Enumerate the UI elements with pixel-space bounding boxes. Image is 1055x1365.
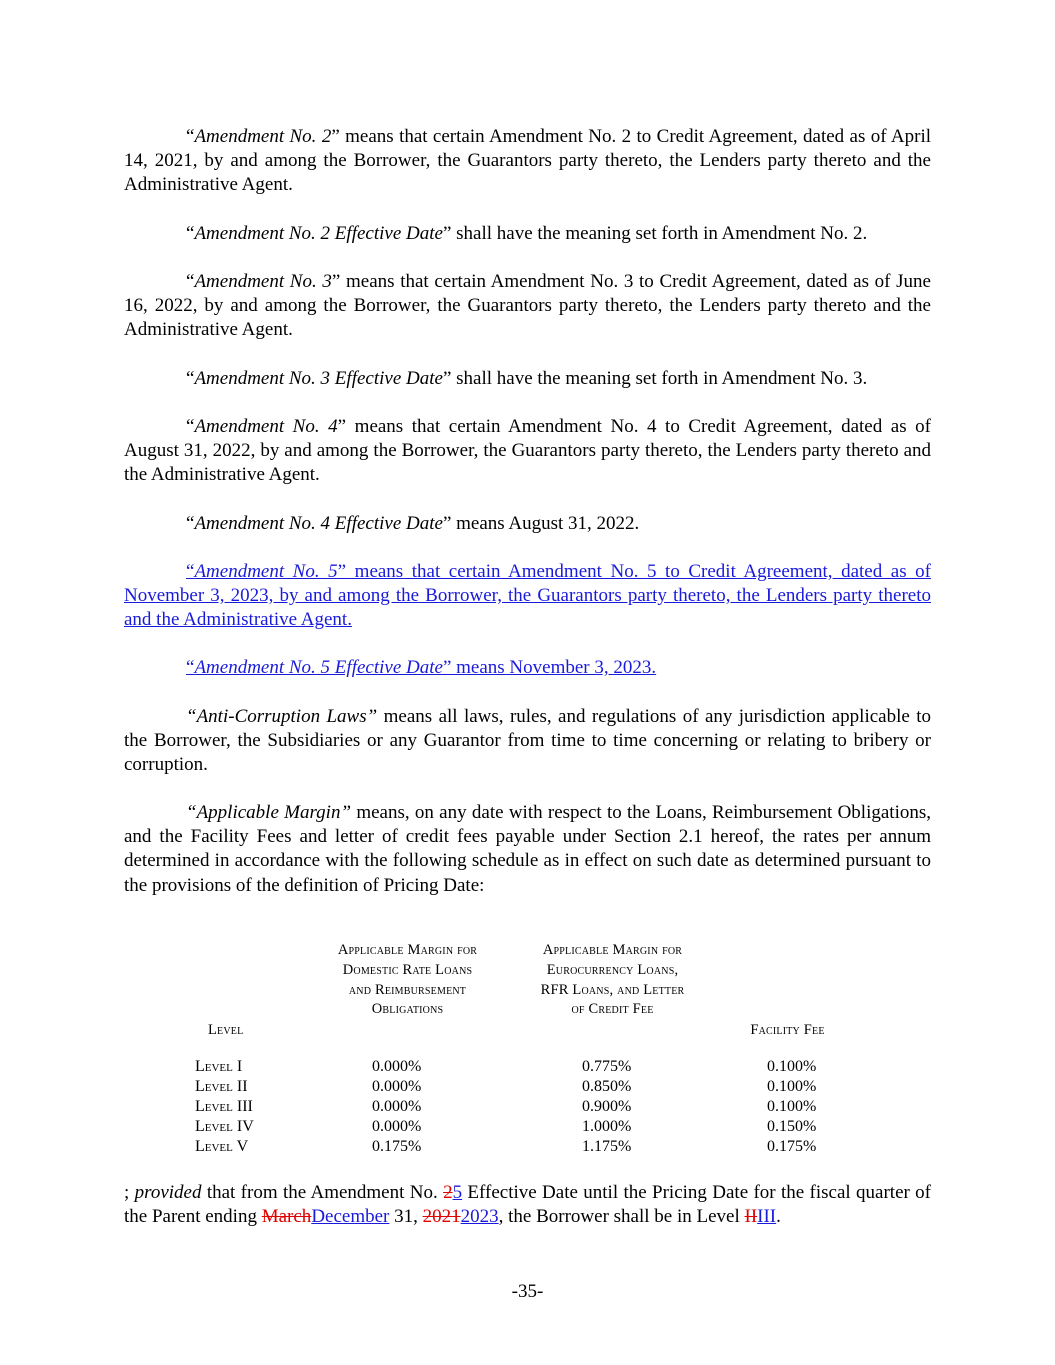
definition-text: shall have the meaning set forth in Amendment No. 3. bbox=[451, 368, 868, 389]
cell-domestic: 0.000% bbox=[372, 1058, 422, 1075]
cell-eurocurrency: 1.000% bbox=[582, 1118, 632, 1135]
cell-domestic: 0.000% bbox=[372, 1098, 422, 1115]
definition-amendment-2-effective-date: “Amendment No. 2 Effective Date” shall have the meaning set forth in Amendment No. 2. bbox=[186, 223, 868, 244]
cell-domestic: 0.175% bbox=[372, 1138, 422, 1155]
cell-facility: 0.175% bbox=[767, 1138, 817, 1155]
cell-level: Level V bbox=[195, 1138, 249, 1155]
cell-domestic: 0.000% bbox=[372, 1078, 422, 1095]
definition-amendment-3: “Amendment No. 3” means that certain Amendment No. 3 to Credit Agreement, dated as of June 16, 2022, by and among the Borrower, the Guarantors party thereto, the Lenders party thereto and the Administrative Agent. bbox=[124, 271, 931, 341]
definition-amendment-5-effective-date-inserted: “Amendment No. 5 Effective Date” means November 3, 2023. bbox=[186, 657, 657, 678]
cell-domestic: 0.000% bbox=[372, 1118, 422, 1135]
defined-term: Amendment No. 5 bbox=[194, 561, 338, 582]
definition-text: means that certain Amendment No. 4 to Credit Agreement, dated as of August 31, 2022, by and among the Borrower, the Guarantors party thereto, the Lenders party thereto and the Administrative Agent. bbox=[124, 416, 931, 486]
definition-text: means, on any date with respect to the Loans, Reimbursement Obligations, and the Facility Fees and letter of credit fees payable under Section 2.1 hereof, the rates per annum determined in accordance with the following schedule as in effect on such date as determined pursuant to the provisions of the definition of Pricing Date: bbox=[124, 802, 931, 896]
definition-anti-corruption-laws: “Anti-Corruption Laws” means all laws, rules, and regulations of any jurisdiction applicable to the Borrower, the Subsidiaries or any Guarantor from time to time concerning or relating to bribery or corruption. bbox=[124, 706, 931, 776]
definition-amendment-4-effective-date: “Amendment No. 4 Effective Date” means August 31, 2022. bbox=[186, 513, 640, 534]
cell-level: Level I bbox=[195, 1058, 243, 1075]
definition-text: means all laws, rules, and regulations of any jurisdiction applicable to the Borrower, the Subsidiaries or any Guarantor from time to time concerning or relating to bribery or corruption. bbox=[124, 706, 931, 776]
cell-facility: 0.100% bbox=[767, 1058, 817, 1075]
page-number: -35- bbox=[511, 1281, 544, 1302]
cell-eurocurrency: 1.175% bbox=[582, 1138, 632, 1155]
inserted-text: 5 bbox=[452, 1182, 463, 1203]
defined-term: Amendment No. 2 bbox=[194, 126, 332, 147]
definition-amendment-2: “Amendment No. 2” means that certain Amendment No. 2 to Credit Agreement, dated as of April 14, 2021, by and among the Borrower, the Guarantors party thereto, the Lenders party thereto and the Administrative Agent. bbox=[124, 126, 932, 196]
header-domestic-rate: Applicable Margin for Domestic Rate Loans and Reimbursement Obligations bbox=[337, 942, 478, 1018]
defined-term: Amendment No. 4 bbox=[194, 416, 338, 437]
definition-text: means November 3, 2023. bbox=[451, 657, 657, 678]
definition-amendment-3-effective-date: “Amendment No. 3 Effective Date” shall have the meaning set forth in Amendment No. 3. bbox=[186, 368, 868, 389]
cell-level: Level IV bbox=[195, 1118, 254, 1135]
definition-text: means that certain Amendment No. 2 to Credit Agreement, dated as of April 14, 2021, by and among the Borrower, the Guarantors party thereto, the Lenders party thereto and the Administrative Agent. bbox=[124, 126, 932, 196]
deleted-text: March bbox=[261, 1206, 312, 1228]
definition-text: means August 31, 2022. bbox=[451, 513, 640, 534]
defined-term: Applicable Margin bbox=[196, 802, 341, 823]
cell-level: Level III bbox=[195, 1098, 253, 1115]
proviso-paragraph: ; provided that from the Amendment No. 25 Effective Date until the Pricing Date for the fiscal quarter of the Parent ending MarchDecember 31, 20212023, the Borrower shall be in Level IIIII. bbox=[124, 1182, 932, 1228]
definition-text: means that certain Amendment No. 3 to Credit Agreement, dated as of June 16, 2022, by and among the Borrower, the Guarantors party thereto, the Lenders party thereto and the Administrative Agent. bbox=[124, 271, 931, 341]
inserted-text: December bbox=[311, 1206, 390, 1228]
cell-facility: 0.150% bbox=[767, 1118, 817, 1135]
cell-facility: 0.100% bbox=[767, 1098, 817, 1115]
inserted-text: 2023 bbox=[460, 1206, 499, 1228]
deleted-text: II bbox=[744, 1206, 758, 1228]
header-level: Level bbox=[208, 1022, 244, 1038]
cell-eurocurrency: 0.775% bbox=[582, 1058, 632, 1075]
defined-term: Amendment No. 5 Effective Date bbox=[194, 657, 443, 678]
definition-amendment-4: “Amendment No. 4” means that certain Amendment No. 4 to Credit Agreement, dated as of August 31, 2022, by and among the Borrower, the Guarantors party thereto, the Lenders party thereto and the Administrative Agent. bbox=[124, 416, 931, 486]
definition-text: shall have the meaning set forth in Amendment No. 2. bbox=[451, 223, 868, 244]
defined-term: Amendment No. 3 bbox=[194, 271, 332, 292]
defined-term: Amendment No. 4 Effective Date bbox=[194, 513, 443, 534]
cell-level: Level II bbox=[195, 1078, 248, 1095]
header-eurocurrency: Applicable Margin for Eurocurrency Loans, RFR Loans, and Letter of Credit Fee bbox=[540, 942, 685, 1018]
definition-applicable-margin: “Applicable Margin” means, on any date with respect to the Loans, Reimbursement Obligations, and the Facility Fees and letter of credit fees payable under Section 2.1 hereof, the rates per annum determined in accordance with the following schedule as in effect on such date as determined pursuant to the provisions of the definition of Pricing Date: bbox=[124, 802, 931, 896]
deleted-text: 2 bbox=[443, 1182, 453, 1203]
defined-term: Amendment No. 2 Effective Date bbox=[194, 223, 443, 244]
definition-text: means that certain Amendment No. 5 to Credit Agreement, dated as of November 3, 2023, by and among the Borrower, the Guarantors party thereto, the Lenders party thereto and the Administrative Agent. bbox=[124, 561, 931, 631]
inserted-text: III bbox=[757, 1206, 777, 1228]
cell-facility: 0.100% bbox=[767, 1078, 817, 1095]
defined-term: Amendment No. 3 Effective Date bbox=[194, 368, 443, 389]
deleted-text: 2021 bbox=[422, 1206, 461, 1228]
defined-term: Anti-Corruption Laws bbox=[196, 706, 367, 727]
definition-amendment-5-inserted: “Amendment No. 5” means that certain Amendment No. 5 to Credit Agreement, dated as of November 3, 2023, by and among the Borrower, the Guarantors party thereto, the Lenders party thereto and the Administrative Agent. bbox=[124, 561, 931, 631]
cell-eurocurrency: 0.850% bbox=[582, 1078, 632, 1095]
header-facility-fee: Facility Fee bbox=[750, 1022, 825, 1038]
cell-eurocurrency: 0.900% bbox=[582, 1098, 632, 1115]
